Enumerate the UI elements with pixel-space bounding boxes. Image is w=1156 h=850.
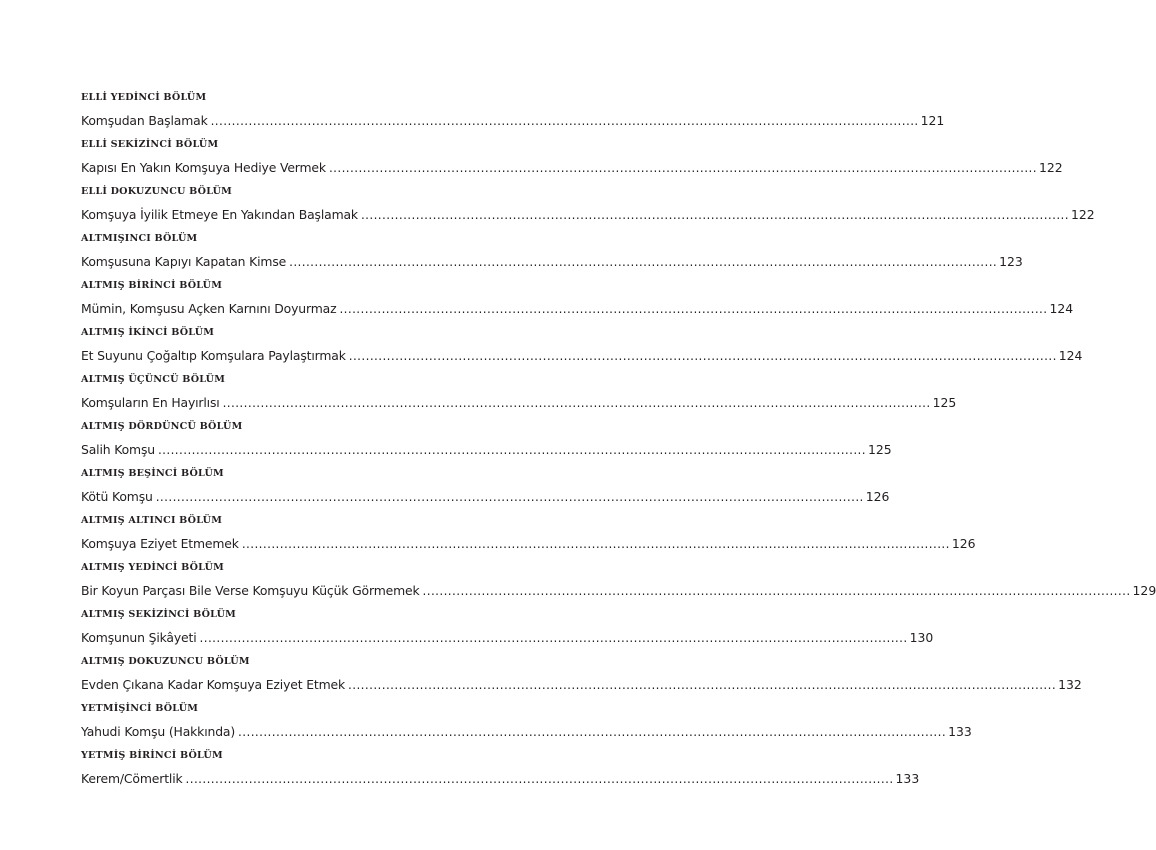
chapter-heading: ALTMIŞ DÖRDÜNCÜ BÖLÜM — [81, 421, 243, 432]
dot-leader: ........................................................................................................................................................................ — [222, 396, 931, 410]
toc-entry — [81, 421, 892, 468]
toc-entry — [81, 703, 972, 750]
toc-line — [81, 253, 1023, 271]
page-number: 122 — [1070, 207, 1095, 222]
section-title: Kötü Komşu — [81, 489, 153, 504]
section-title: Komşunun Şikâyeti — [81, 630, 197, 645]
page-number: 124 — [1049, 301, 1074, 316]
section-title: Bir Koyun Parçası Bile Verse Komşuyu Küçük Görmemek — [81, 583, 420, 598]
page-number: 130 — [909, 630, 934, 645]
chapter-heading: ALTMIŞ ALTINCI BÖLÜM — [81, 515, 223, 526]
toc-line — [81, 206, 1095, 224]
toc-entry — [81, 139, 1063, 186]
page-number: 126 — [951, 536, 976, 551]
dot-leader: ........................................................................................................................................................................ — [155, 490, 864, 504]
chapter-heading: ALTMIŞ SEKİZİNCİ BÖLÜM — [81, 609, 236, 620]
toc-entry — [81, 468, 890, 515]
page-number: 132 — [1058, 677, 1082, 692]
section-title: Yahudi Komşu (Hakkında) — [81, 724, 236, 739]
page-number: 133 — [948, 724, 972, 739]
dot-leader: ........................................................................................................................................................................ — [185, 772, 894, 786]
chapter-heading: ALTMIŞINCI BÖLÜM — [81, 233, 198, 244]
chapter-heading: ELLİ DOKUZUNCU BÖLÜM — [81, 186, 233, 197]
toc-entry — [81, 562, 1156, 609]
toc-entry — [81, 92, 945, 139]
toc-entry — [81, 609, 934, 656]
dot-leader: ........................................................................................................................................................................ — [348, 349, 1057, 363]
chapter-heading: ALTMIŞ DOKUZUNCU BÖLÜM — [81, 656, 250, 667]
dot-leader: ........................................................................................................................................................................ — [328, 161, 1037, 175]
dot-leader: ........................................................................................................................................................................ — [339, 302, 1048, 316]
section-title: Mümin, Komşusu Açken Karnını Doyurmaz — [81, 301, 337, 316]
dot-leader: ........................................................................................................................................................................ — [199, 631, 908, 645]
chapter-heading: YETMİŞİNCİ BÖLÜM — [81, 703, 199, 714]
section-title: Kapısı En Yakın Komşuya Hediye Vermek — [81, 160, 326, 175]
table-of-contents — [81, 92, 1156, 797]
toc-line — [81, 535, 976, 553]
dot-leader: ........................................................................................................................................................................ — [241, 537, 950, 551]
toc-entry — [81, 656, 1082, 703]
toc-line — [81, 159, 1063, 177]
chapter-heading: ELLİ SEKİZİNCİ BÖLÜM — [81, 139, 219, 150]
toc-line — [81, 676, 1082, 694]
toc-line — [81, 441, 892, 459]
section-title: Kerem/Cömertlik — [81, 771, 183, 786]
toc-entry — [81, 374, 957, 421]
chapter-heading: ELLİ YEDİNCİ BÖLÜM — [81, 92, 207, 103]
dot-leader: ........................................................................................................................................................................ — [422, 584, 1131, 598]
toc-line — [81, 300, 1074, 318]
section-title: Komşusuna Kapıyı Kapatan Kimse — [81, 254, 287, 269]
dot-leader: ........................................................................................................................................................................ — [157, 443, 866, 457]
section-title: Evden Çıkana Kadar Komşuya Eziyet Etmek — [81, 677, 346, 692]
toc-entry — [81, 186, 1095, 233]
dot-leader: ........................................................................................................................................................................ — [360, 208, 1069, 222]
toc-line — [81, 112, 945, 130]
chapter-heading: ALTMIŞ BEŞİNCİ BÖLÜM — [81, 468, 224, 479]
toc-line — [81, 629, 934, 647]
page-number: 126 — [865, 489, 890, 504]
page-number: 125 — [932, 395, 957, 410]
toc-line — [81, 770, 920, 788]
toc-line — [81, 347, 1083, 365]
chapter-heading: ALTMIŞ YEDİNCİ BÖLÜM — [81, 562, 224, 573]
page-number: 125 — [867, 442, 892, 457]
toc-entry — [81, 515, 976, 562]
toc-line — [81, 723, 972, 741]
page-number: 123 — [999, 254, 1023, 269]
section-title: Salih Komşu — [81, 442, 155, 457]
dot-leader: ........................................................................................................................................................................ — [210, 114, 919, 128]
dot-leader: ........................................................................................................................................................................ — [238, 725, 947, 739]
section-title: Komşudan Başlamak — [81, 113, 208, 128]
section-title: Et Suyunu Çoğaltıp Komşulara Paylaştırmak — [81, 348, 346, 363]
chapter-heading: ALTMIŞ BİRİNCİ BÖLÜM — [81, 280, 223, 291]
dot-leader: ........................................................................................................................................................................ — [348, 678, 1057, 692]
page-number: 124 — [1058, 348, 1083, 363]
dot-leader: ........................................................................................................................................................................ — [289, 255, 998, 269]
section-title: Komşuların En Hayırlısı — [81, 395, 220, 410]
section-title: Komşuya Eziyet Etmemek — [81, 536, 239, 551]
section-title: Komşuya İyilik Etmeye En Yakından Başlamak — [81, 207, 358, 222]
toc-entry — [81, 233, 1023, 280]
toc-entry — [81, 750, 920, 797]
toc-line — [81, 394, 957, 412]
toc-entry — [81, 327, 1083, 374]
page-number: 129 — [1132, 583, 1156, 598]
page-number: 133 — [895, 771, 920, 786]
chapter-heading: ALTMIŞ İKİNCİ BÖLÜM — [81, 327, 215, 338]
page-number: 122 — [1038, 160, 1063, 175]
toc-entry — [81, 280, 1074, 327]
page-number: 121 — [920, 113, 945, 128]
chapter-heading: YETMİŞ BİRİNCİ BÖLÜM — [81, 750, 223, 761]
chapter-heading: ALTMIŞ ÜÇÜNCÜ BÖLÜM — [81, 374, 226, 385]
toc-line — [81, 582, 1156, 600]
toc-line — [81, 488, 890, 506]
